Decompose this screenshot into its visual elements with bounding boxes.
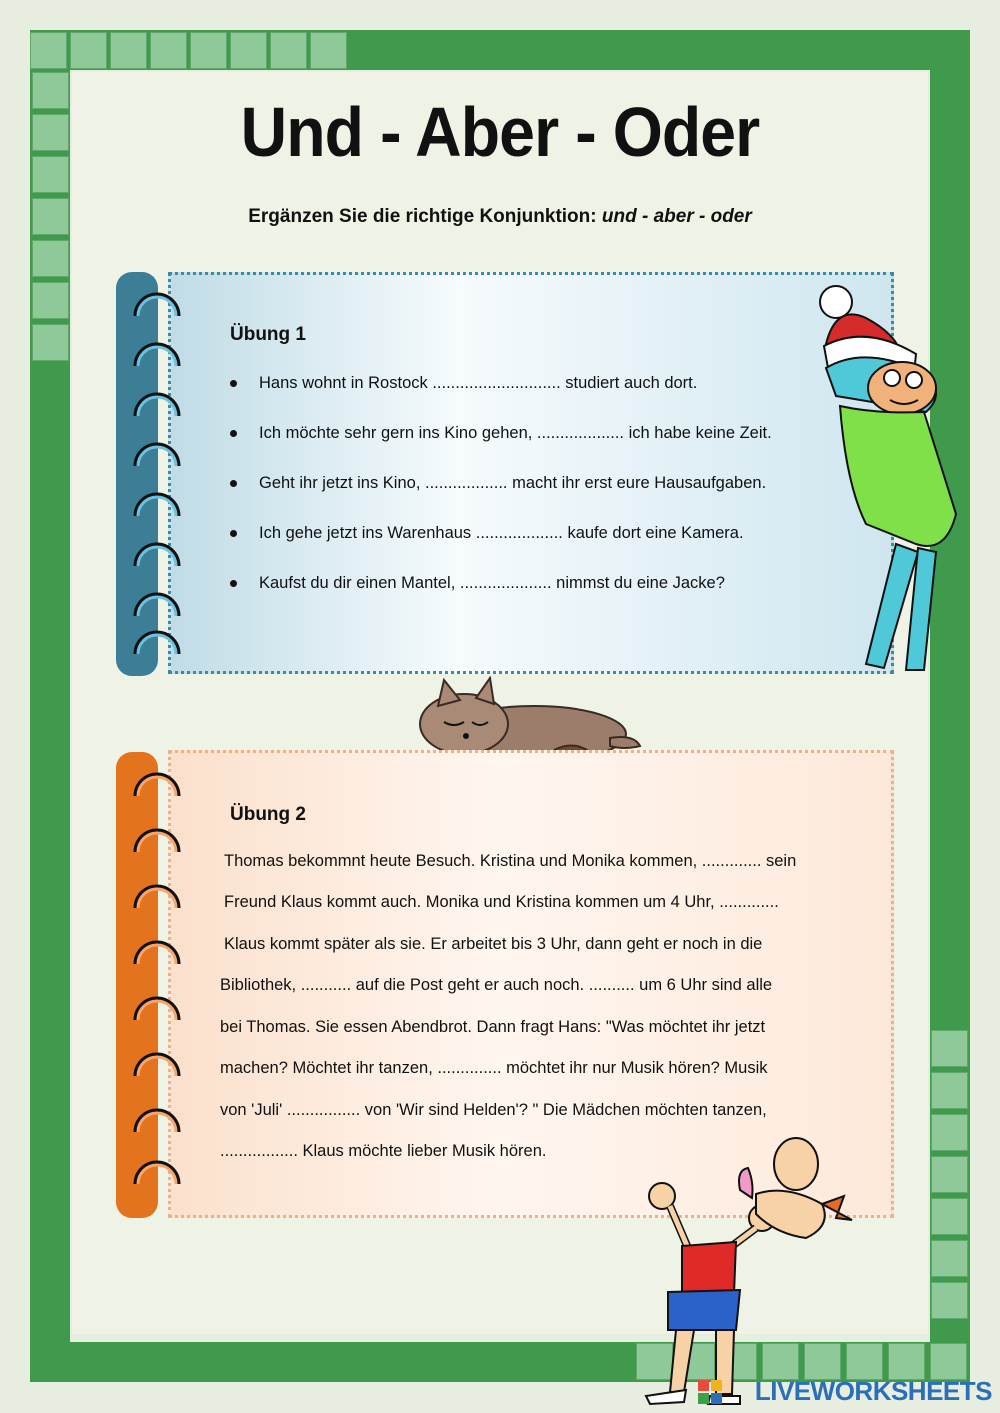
exercise2-line: von 'Juli' ................ von 'Wir sind Helden'? " Die Mädchen möchten tanzen, [220,1101,767,1119]
exercise1-heading: Übung 1 [230,324,306,345]
bullet-icon [230,430,237,437]
exercise2-line: Freund Klaus kommt auch. Monika und Kristina kommen um 4 Uhr, ............. [224,893,779,911]
bullet-icon [230,480,237,487]
cheering-man-illustration [636,1134,862,1406]
page-title: Und - Aber - Oder [240,93,760,171]
exercise2-heading: Übung 2 [230,804,306,825]
exercise1-item: Ich gehe jetzt ins Warenhaus ................... kaufe dort eine Kamera. [230,524,744,543]
exercise1-item: Geht ihr jetzt ins Kino, .................. macht ihr erst eure Hausaufgaben. [230,474,766,493]
exercise2-line: machen? Möchtet ihr tanzen, .............. möchtet ihr nur Musik hören? Musik [220,1059,768,1077]
exercise1-item: Hans wohnt in Rostock ............................ studiert auch dort. [230,374,697,393]
orange-spiral-rings [128,764,204,1204]
instruction-text: Ergänzen Sie die richtige Konjunktion: [248,206,602,227]
blue-spiral-rings [128,284,204,664]
exercise2-line: Thomas bekommnt heute Besuch. Kristina und Monika kommen, ............. sein [224,852,797,870]
exercise2-line: ................. Klaus möchte lieber Musik hören. [220,1142,547,1160]
watermark: LIVEWORKSHEETS [754,1376,992,1406]
liveworksheets-logo-icon [698,1380,722,1404]
snowman-boy-illustration [806,284,966,674]
exercise1-item: Kaufst du dir einen Mantel, .................... nimmst du eine Jacke? [230,574,725,593]
exercise2-line: Klaus kommt später als sie. Er arbeitet bis 3 Uhr, dann geht er noch in die [224,935,763,953]
bullet-icon [230,580,237,587]
exercise2-line: Bibliothek, ........... auf die Post geht er auch noch. .......... um 6 Uhr sind alle [220,976,773,994]
instruction [0,206,1000,228]
bullet-icon [230,380,237,387]
exercise2-line: bei Thomas. Sie essen Abendbrot. Dann fragt Hans: "Was möchtet ihr jetzt [220,1018,766,1036]
exercise1-item: Ich möchte sehr gern ins Kino gehen, ................... ich habe keine Zeit. [230,424,772,443]
instruction-options: und - aber - oder [601,206,752,227]
bullet-icon [230,530,237,537]
